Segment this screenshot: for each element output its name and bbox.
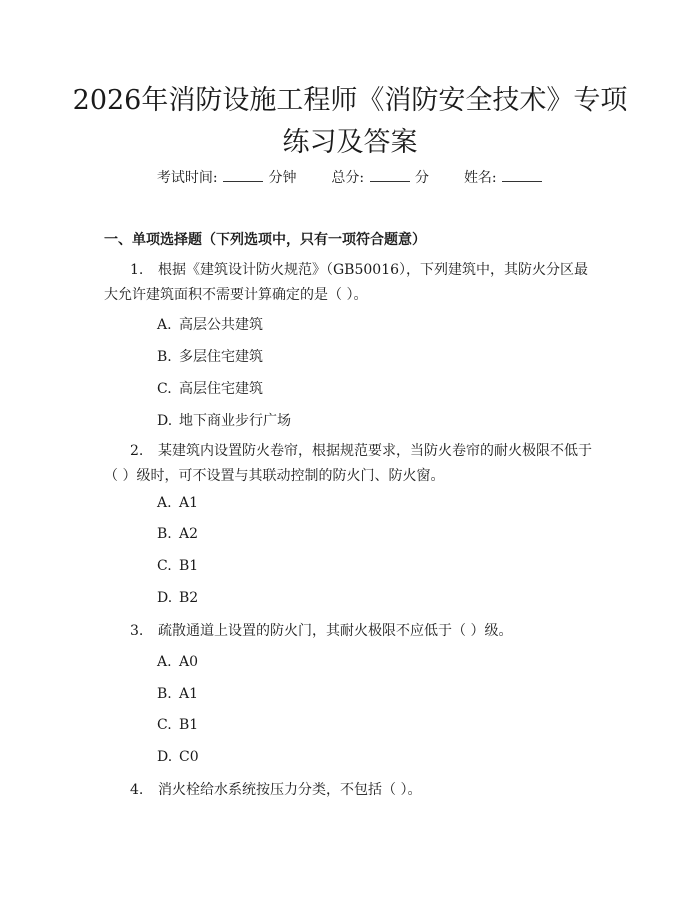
question-number: 4. [130, 782, 144, 798]
option-text: A0 [179, 654, 199, 670]
question-3 [104, 619, 592, 644]
option-letter: C. [157, 717, 172, 733]
option-text: A1 [179, 495, 199, 511]
question-2-option-b [157, 526, 198, 542]
question-text: 消火栓给水系统按压力分类，不包括（ ）。 [158, 782, 422, 798]
option-text: 地下商业步行广场 [179, 413, 291, 429]
question-2-option-a [157, 495, 198, 511]
question-1 [104, 258, 592, 308]
question-1-option-a [157, 314, 263, 334]
exam-time-unit: 分钟 [268, 170, 297, 186]
exam-time-label: 考试时间: [156, 170, 218, 186]
question-1-option-b [157, 346, 263, 366]
question-3-option-b [157, 686, 198, 702]
option-letter: C. [157, 381, 172, 397]
option-letter: D. [157, 590, 173, 606]
option-letter: C. [157, 558, 172, 574]
exam-time-blank [223, 167, 263, 182]
option-letter: A. [157, 654, 172, 670]
question-2-option-d [157, 590, 198, 606]
option-letter: B. [157, 349, 172, 365]
option-text: B1 [179, 558, 199, 574]
option-text: 高层住宅建筑 [179, 381, 263, 397]
option-text: B1 [179, 717, 199, 733]
question-4 [104, 778, 592, 803]
option-letter: A. [157, 495, 172, 511]
question-text: 疏散通道上设置的防火门，其耐火极限不应低于（ ）级。 [158, 623, 513, 639]
option-letter: B. [157, 526, 172, 542]
question-2 [104, 439, 592, 489]
question-text: 根据《建筑设计防火规范》（GB50016），下列建筑中，其防火分区最大允许建筑面积不需要计算确定的是（ ）。 [104, 262, 589, 303]
question-1-option-c [157, 378, 263, 398]
question-3-option-a [157, 654, 198, 670]
option-letter: B. [157, 686, 172, 702]
question-number: 1. [130, 262, 144, 278]
option-text: A1 [179, 686, 199, 702]
question-3-option-c [157, 717, 198, 733]
name-label: 姓名: [463, 170, 497, 186]
name-blank [502, 167, 542, 182]
option-text: C0 [179, 749, 199, 765]
option-text: B2 [179, 590, 199, 606]
option-text: A2 [179, 526, 199, 542]
exam-info-line [0, 167, 700, 187]
option-letter: D. [157, 413, 173, 429]
option-text: 高层公共建筑 [179, 317, 263, 333]
question-3-option-d [157, 749, 199, 765]
question-text: 某建筑内设置防火卷帘，根据规范要求，当防火卷帘的耐火极限不低于（ ）级时，可不设置与其联动控制的防火门、防火窗。 [104, 443, 592, 484]
document-title: 2026年消防设施工程师《消防安全技术》专项练习及答案 [72, 85, 628, 158]
total-score-unit: 分 [415, 170, 430, 186]
total-score-blank [370, 167, 410, 182]
option-text: 多层住宅建筑 [179, 349, 263, 365]
question-number: 3. [130, 623, 144, 639]
question-2-option-c [157, 558, 198, 574]
option-letter: A. [157, 317, 172, 333]
section-heading: 一、单项选择题（下列选项中，只有一项符合题意） [104, 232, 426, 248]
total-score-label: 总分: [331, 170, 365, 186]
question-1-option-d [157, 410, 291, 430]
question-number: 2. [130, 443, 144, 459]
option-letter: D. [157, 749, 173, 765]
